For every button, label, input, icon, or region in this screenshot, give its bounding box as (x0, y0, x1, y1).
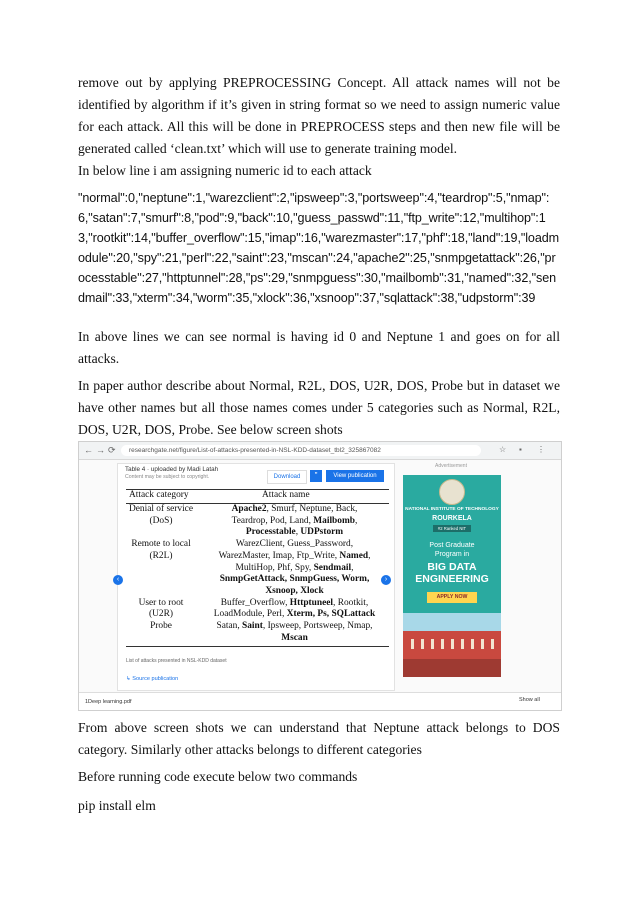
table-row-u2r (126, 598, 389, 645)
paragraph-preprocessing: remove out by applying PREPROCESSING Concept. All attack names will not be identified by algorithm if it’s given in string format so we need to assign numeric value for each attack. All this will be done in PREPROCESS steps and then new file will be generated called ‘clean.txt’ which will use to generate training model. (78, 75, 560, 156)
ad-institute: NATIONAL INSTITUTE OF TECHNOLOGY (405, 507, 499, 512)
header-attack-category: Attack category (129, 490, 189, 500)
header-attack-name: Attack name (262, 490, 310, 500)
category-r2l: Remote to local (R2L) (131, 539, 191, 561)
table-copyright: Content may be subject to copyright. (125, 474, 210, 480)
command-pip-install-elm: pip install elm (78, 798, 156, 813)
ad-rourkela: ROURKELA (432, 515, 472, 522)
reload-icon[interactable]: ⟳ (108, 445, 116, 455)
address-bar[interactable]: researchgate.net/figure/List-of-attacks-presented-in-NSL-KDD-dataset_tbl2_325867082 (121, 445, 481, 456)
next-arrow-icon[interactable]: › (381, 575, 391, 585)
ad-headline: BIG DATA ENGINEERING (415, 561, 489, 585)
paragraph-assign-ids: In below line i am assigning numeric id to each attack (78, 163, 372, 178)
attack-table (126, 489, 389, 647)
download-button[interactable]: Download (267, 470, 307, 484)
attack-id-mapping: "normal":0,"neptune":1,"warezclient":2,"ipsweep":3,"portsweep":4,"teardrop":5,"nmap":6,"satan":7,"smurf":8,"pod":9,"back":10,"guess_passwd":11,"ftp_write":12,"multihop":13,"rootkit":14,"buffer_overflow":15,"imap":16,"warezmaster":17,"phf":18,"land":19,"loadmodule":20,"spy":21,"perl":22,"saint":23,"mscan":24,"apache2":25,"snmpgetattack":26,"processtable":27,"httptunnel":28,"ps":29,"snmpguess":30,"mailbomb":31,"named":32,"sendmail":33,"xterm":34,"worm":35,"xlock":36,"xsnoop":37,"sqlattack":38,"udpstorm":39 (78, 191, 560, 305)
paragraph-normal-id: In above lines we can see normal is having id 0 and Neptune 1 and goes on for all attacks. (78, 329, 560, 366)
back-icon[interactable]: ← (84, 445, 93, 455)
menu-icon[interactable]: ⋮ (537, 445, 545, 454)
embedded-screenshot (78, 441, 562, 711)
previous-arrow-icon[interactable]: ‹ (113, 575, 123, 585)
ad-rank-badge: #2 Ranked NIT (433, 525, 471, 532)
view-publication-button[interactable]: View publication (326, 470, 384, 482)
paragraph-neptune-dos: From above screen shots we can understand that Neptune attack belongs to DOS category. Similarly other attacks belongs to different categories (78, 720, 560, 757)
table-bottom-rule (126, 645, 389, 647)
forward-icon[interactable]: → (96, 445, 105, 455)
ad-program: Post Graduate Program in (429, 542, 475, 558)
paragraph-categories: In paper author describe about Normal, R2L, DOS, U2R, DOS, Probe but in dataset we have other names but all those names comes under 5 categories such as Normal, R2L, DOS, U2R, DOS, Probe. See below screen shots (78, 378, 560, 437)
names-u2r-probe: Buffer_Overflow, Httptuneel, Rootkit, LoadModule, Perl, Xterm, Ps, SQLattack Satan, Saint, Ipsweep, Portsweep, Nmap, Mscan (213, 597, 376, 643)
table-row-r2l (126, 539, 389, 598)
cite-icon[interactable]: " (310, 470, 322, 482)
table-row-dos (126, 504, 389, 539)
star-icon[interactable]: ☆ (499, 445, 507, 454)
institute-emblem-icon (439, 479, 465, 505)
show-all-button[interactable]: Show all (519, 697, 540, 703)
browser-chrome (79, 442, 561, 460)
advertisement-banner[interactable] (403, 475, 501, 677)
downloaded-file[interactable]: 1Deep learning.pdf (85, 699, 132, 705)
building-image (403, 613, 501, 677)
page-content (79, 460, 561, 692)
arrow-icon: ↳ (126, 676, 133, 682)
advertisement-label: Advertisement (435, 463, 467, 469)
source-publication-link[interactable]: ↳ Source publication (126, 676, 179, 682)
category-u2r: User to root (U2R) Probe (138, 597, 184, 632)
extension-icon[interactable]: ▪ (519, 445, 522, 454)
category-dos: Denial of service (DoS) (128, 504, 194, 526)
names-r2l: WarezClient, Guess_Password, WarezMaster, Imap, Ftp_Write, Named, MultiHop, Phf, Spy, Sendmail, SnmpGetAttack, SnmpGuess, Worm, Xsnoop, Xlock (218, 539, 371, 596)
table-caption: List of attacks presented in NSL-KDD dataset (126, 658, 227, 664)
paragraph-before-running: Before running code execute below two commands (78, 769, 358, 784)
apply-now-button[interactable]: APPLY NOW (427, 592, 477, 603)
table-header (126, 489, 389, 504)
download-bar (79, 692, 561, 711)
table-label: Table 4 · uploaded by Madi Latah (125, 466, 219, 473)
names-dos: Apache2, Smurf, Neptune, Back, Teardrop, Pod, Land, Mailbomb, Processtable, UDPstorm (231, 504, 358, 538)
table-card (117, 463, 395, 691)
